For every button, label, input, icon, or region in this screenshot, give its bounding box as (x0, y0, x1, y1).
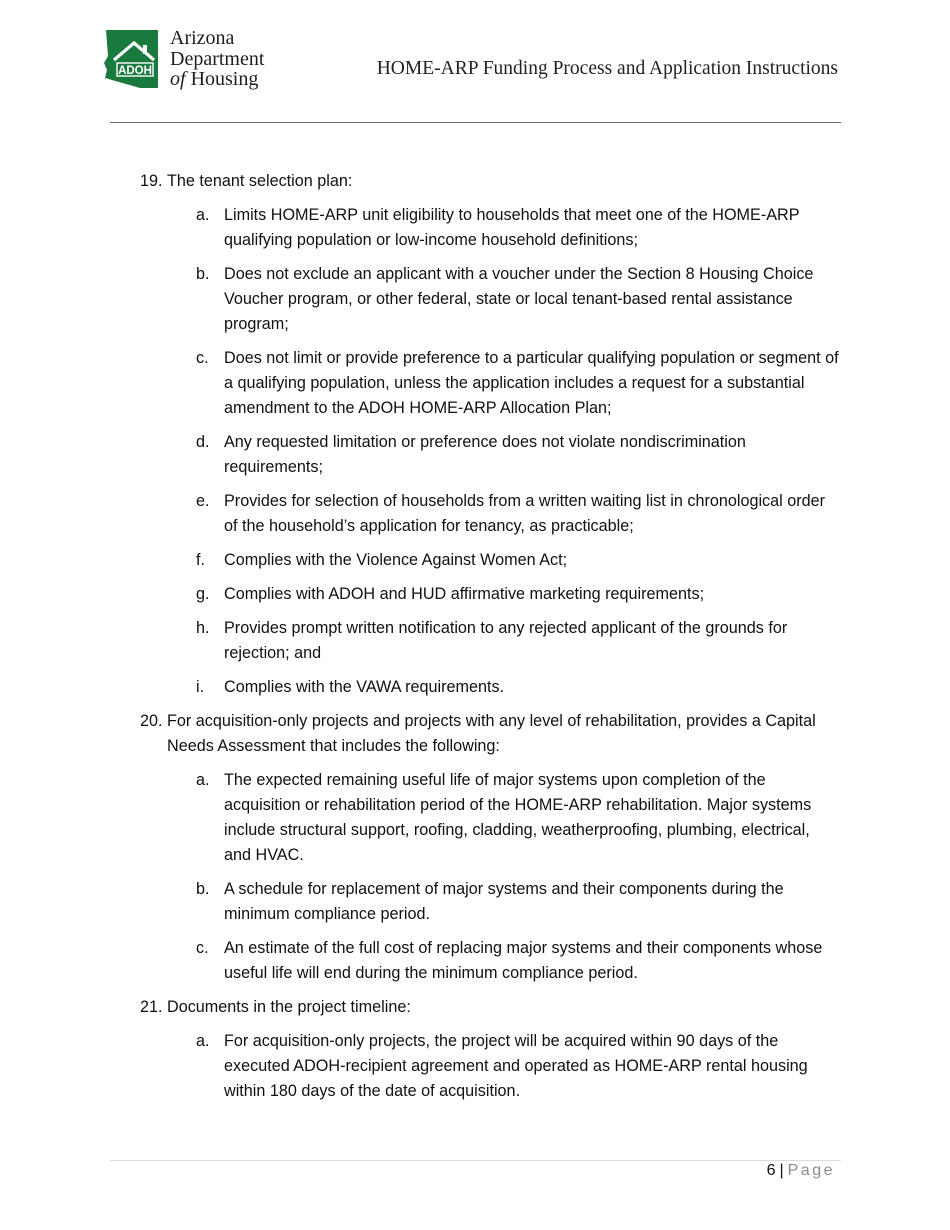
document-title: HOME-ARP Funding Process and Application Instructions (376, 58, 838, 79)
sub-item: a. Limits HOME-ARP unit eligibility to households that meet one of the HOME-ARP qualifying population or low-income household definitions; (196, 206, 800, 249)
sub-item: d. Any requested limitation or preference does not violate nondiscrimination requirements; (196, 433, 746, 476)
page-label: Page (787, 1162, 835, 1179)
item-number: 21. (140, 998, 163, 1016)
sub-list (196, 768, 840, 986)
logo-line-department: Department (170, 47, 265, 70)
sub-item: f. Complies with the Violence Against Women Act; (196, 551, 568, 569)
logo-line-arizona: Arizona (170, 27, 235, 49)
logo-line-housing: of Housing (170, 68, 259, 90)
header-divider (110, 122, 841, 123)
list-item-19 (140, 169, 840, 700)
sub-list (196, 203, 840, 700)
sub-item: a. For acquisition-only projects, the project will be acquired within 90 days of the executed ADOH-recipient agreement and operated as HOME-ARP rental housing within 180 days of the date of acquisition. (196, 1032, 808, 1100)
list-item-20 (140, 709, 840, 986)
sub-item: b. A schedule for replacement of major systems and their components during the minimum compliance period. (196, 880, 784, 923)
page-number: 6 (766, 1162, 776, 1179)
footer-separator: | (779, 1162, 784, 1179)
arizona-state-house-icon (104, 30, 162, 88)
item-text: Documents in the project timeline: (167, 998, 411, 1016)
sub-item: b. Does not exclude an applicant with a voucher under the Section 8 Housing Choice Voucher program, or other federal, state or local tenant-based rental assistance program; (196, 265, 814, 333)
item-number: 20. (140, 712, 163, 730)
sub-item: h. Provides prompt written notification to any rejected applicant of the grounds for rejection; and (196, 619, 788, 662)
logo-abbreviation: ADOH (118, 65, 152, 77)
item-number: 19. (140, 172, 163, 190)
logo-wordmark (170, 28, 264, 90)
sub-list (196, 1029, 840, 1104)
sub-item: c. An estimate of the full cost of replacing major systems and their components whose useful life will end during the minimum compliance period. (196, 939, 823, 982)
footer-divider (110, 1160, 841, 1161)
sub-item: g. Complies with ADOH and HUD affirmative marketing requirements; (196, 585, 705, 603)
sub-item: c. Does not limit or provide preference to a particular qualifying population or segment of a qualifying population, unless the application includes a request for a substantial amendment to the ADOH HOME-ARP Allocation Plan; (196, 349, 839, 417)
list-item-21 (140, 995, 840, 1104)
page-footer (767, 1162, 835, 1180)
item-text: For acquisition-only projects and projects with any level of rehabilitation, provides a Capital Needs Assessment that includes the following: (167, 712, 816, 755)
sub-item: i. Complies with the VAWA requirements. (196, 678, 505, 696)
item-text: The tenant selection plan: (167, 172, 353, 190)
adoh-logo (104, 28, 279, 94)
sub-item: e. Provides for selection of households from a written waiting list in chronological order of the household’s application for tenancy, as practicable; (196, 492, 826, 535)
document-body (140, 169, 840, 1113)
sub-item: a. The expected remaining useful life of major systems upon completion of the acquisition or rehabilitation period of the HOME-ARP rehabilitation. Major systems include structural support, roofing, cladding, weatherproofing, plumbing, electrical, and HVAC. (196, 771, 812, 864)
